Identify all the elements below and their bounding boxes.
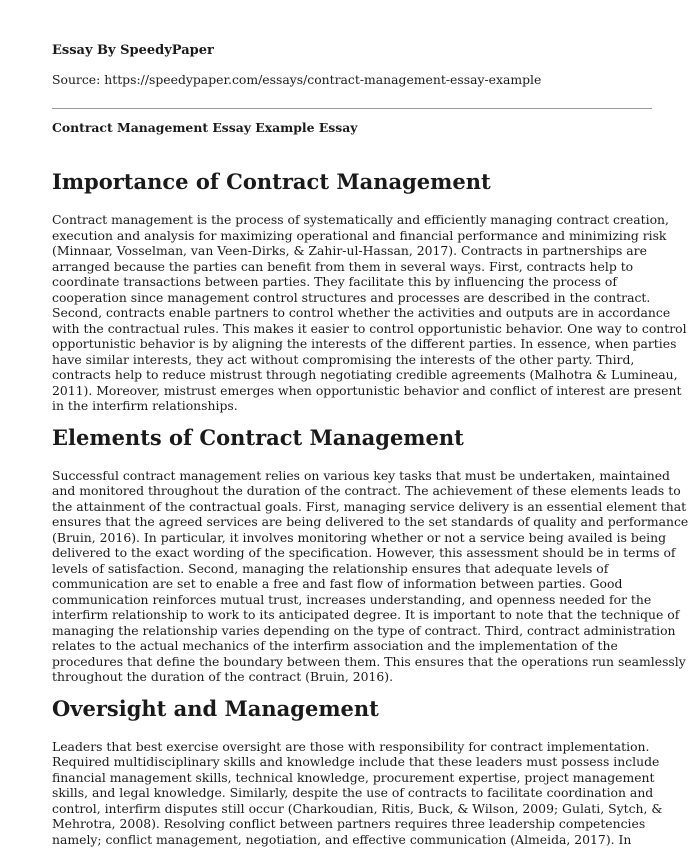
paragraph-line: levels of satisfaction. Second, managing the relationship ensures that adequate levels of [52, 560, 609, 576]
section-heading: Elements of Contract Management [52, 424, 464, 450]
paragraph-line: (Minnaar, Vosselman, van Veen-Dirks, & Zahir-ul-Hassan, 2017). Contracts in partnerships are [52, 243, 647, 258]
paragraph-line: arranged because the parties can benefit from them in several ways. First, contracts help to [52, 258, 634, 274]
document-title: Contract Management Essay Example Essay [52, 120, 358, 135]
paragraph-line: communication reinforces mutual trust, increases understanding, and openness needed for the [52, 591, 652, 607]
paragraph-line: procedures that define the boundary between them. This ensures that the operations run seamlessly [52, 653, 686, 669]
paragraph-line: 2011). Moreover, mistrust emerges when opportunistic behavior and conflict of interest are present [52, 382, 682, 398]
paragraph-line: relates to the actual mechanics of the interfirm association and the implementation of the [52, 638, 618, 653]
paragraph-line: throughout the duration of the contract (Bruin, 2016). [52, 669, 394, 684]
brand-title: Essay By SpeedyPaper [52, 43, 214, 58]
paragraph-line: have similar interests, they act without compromising the interests of the other party. Third, [52, 351, 635, 367]
paragraph-line: managing the relationship varies depending on the type of contract. Third, contract administration [52, 622, 676, 638]
section-paragraph [52, 467, 689, 685]
paragraph-line: and monitored throughout the duration of the contract. The achievement of these elements leads to [52, 483, 681, 498]
paragraph-line: in the interfirm relationships. [52, 398, 238, 413]
essay-body [52, 168, 689, 850]
section-paragraph [52, 738, 663, 848]
paragraph-line: Contract management is the process of systematically and efficiently managing contract creation, [52, 212, 669, 227]
paragraph-line: the attainment of the contractual goals. First, managing service delivery is an essential element that [52, 498, 687, 514]
paragraph-line: execution and analysis for maximizing operational and financial performance and minimizing risk [52, 227, 667, 243]
paragraph-line: contracts help to reduce mistrust through negotiating credible agreements (Malhotra & Lumineau, [52, 367, 678, 382]
section-heading: Importance of Contract Management [52, 169, 491, 194]
paragraph-line: financial management skills, technical knowledge, procurement expertise, project management [52, 769, 655, 785]
paragraph-line: skills, and legal knowledge. Similarly, despite the use of contracts to facilitate coordination and [52, 785, 654, 800]
paragraph-line: namely; conflict management, negotiation, and effective communication (Almeida, 2017). In [52, 831, 632, 847]
paragraph-line: Successful contract management relies on various key tasks that must be undertaken, maintained [52, 467, 670, 483]
paragraph-line: Second, contracts enable partners to control whether the activities and outputs are in accordance [52, 305, 671, 320]
paragraph-line: delivered to the exact wording of the specification. However, this assessment should be in terms of [52, 545, 676, 560]
paragraph-line: opportunistic behavior is by aligning the interests of the different parties. In essence, when parties [52, 336, 677, 351]
paragraph-line: control, interfirm disputes still occur (Charkoudian, Ritis, Buck, & Wilson, 2009; Gulati, Sytch, & [52, 800, 663, 816]
section-heading: Oversight and Management [52, 695, 379, 721]
paragraph-line: (Bruin, 2016). In particular, it involves monitoring whether or not a service being availed is being [52, 529, 667, 545]
paragraph-line: with the contractual rules. This makes it easier to control opportunistic behavior. One way to control [52, 320, 687, 336]
paragraph-line: cooperation since management control structures and processes are described in the contract. [52, 289, 651, 305]
paragraph-line: Leaders that best exercise oversight are those with responsibility for contract implementation. [52, 738, 650, 754]
section-paragraph [52, 212, 687, 414]
header-divider [52, 108, 652, 109]
paragraph-line: coordinate transactions between parties. They facilitate this by influencing the process of [52, 274, 617, 289]
paragraph-line: ensures that the agreed services are being delivered to the set standards of quality and performance [52, 514, 689, 529]
paragraph-line: Mehrotra, 2008). Resolving conflict between partners requires three leadership competencies [52, 816, 646, 831]
source-line: Source: https://speedypaper.com/essays/contract-management-essay-example [52, 72, 542, 87]
paragraph-line: interfirm relationship to work to its anticipated degree. It is important to note that the technique of [52, 607, 680, 622]
paragraph-line: communication are set to enable a free and fast flow of information between parties. Good [52, 576, 623, 591]
paragraph-line: Required multidisciplinary skills and knowledge include that these leaders must possess include [52, 754, 660, 769]
